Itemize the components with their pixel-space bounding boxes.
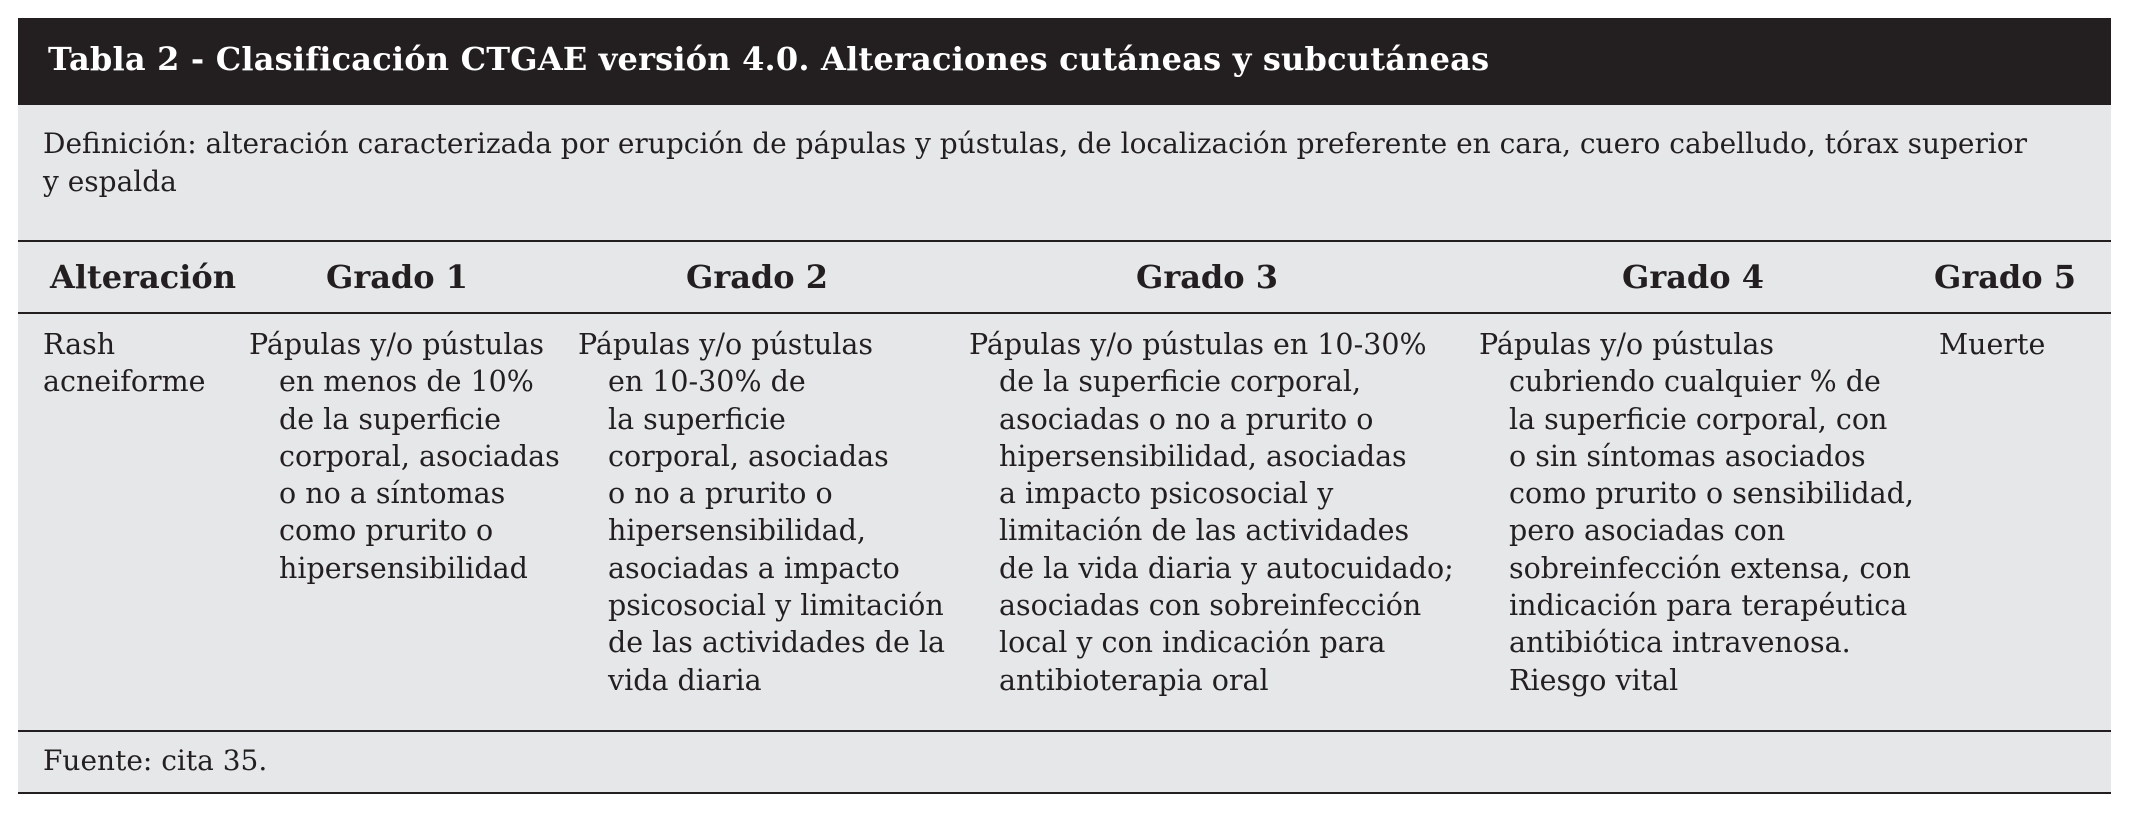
table-source: Fuente: cita 35.	[18, 732, 2111, 794]
cell-line: a impacto psicosocial y	[999, 477, 1334, 511]
table-header-row	[18, 240, 2111, 314]
cell-line: antibioterapia oral	[999, 663, 1269, 697]
cell-line: asociadas con sobreinfección	[999, 589, 1422, 623]
definition-text	[18, 105, 2111, 240]
cell-line: corporal, asociadas	[279, 439, 560, 473]
cell-line: de las actividades de la	[608, 626, 946, 660]
cell-line: local y con indicación para	[999, 626, 1386, 660]
cell-alteracion	[43, 326, 206, 401]
cell-line: Pápulas y/o pústulas	[1479, 328, 1774, 361]
definition-line-2: y espalda	[43, 165, 177, 198]
cell-line: Pápulas y/o pústulas	[249, 328, 544, 361]
cell-line: indicación para terapéutica	[1509, 589, 1908, 623]
header-alteracion: Alteración	[50, 258, 236, 296]
header-grado-2: Grado 2	[686, 258, 829, 296]
cell-line: Riesgo vital	[1509, 663, 1679, 697]
cell-line: Pápulas y/o pústulas en 10-30%	[969, 328, 1427, 361]
cell-line: hipersensibilidad	[279, 551, 528, 585]
cell-line: Pápulas y/o pústulas	[578, 328, 873, 361]
cell-line: asociadas a impacto	[608, 551, 900, 585]
cell-line: vida diaria	[608, 663, 762, 697]
cell-grado-1	[249, 326, 560, 587]
cell-line: sobreinfección extensa, con	[1509, 551, 1911, 585]
cell-line: o sin síntomas asociados	[1509, 439, 1866, 473]
cell-grado-5	[1939, 326, 2045, 363]
cell-line: la superficie	[608, 402, 786, 436]
cell-line: en menos de 10%	[279, 365, 534, 399]
cell-line: de la superficie	[279, 402, 502, 436]
cell-line: como prurito o	[279, 514, 494, 548]
cell-line: de la superficie corporal,	[999, 365, 1361, 399]
cell-line: como prurito o sensibilidad,	[1509, 477, 1914, 511]
cell-line: limitación de las actividades	[999, 514, 1410, 548]
cell-line: o no a síntomas	[279, 477, 506, 511]
cell-line: Muerte	[1939, 328, 2046, 361]
header-grado-4: Grado 4	[1622, 258, 1765, 296]
definition-line-1: Definición: alteración caracterizada por erupción de pápulas y pústulas, de localización preferente en cara, cuero cabelludo, tórax superior	[43, 127, 2028, 160]
table-title: Tabla 2 - Clasificación CTGAE versión 4.0. Alteraciones cutáneas y subcutáneas	[18, 18, 2111, 105]
header-grado-5: Grado 5	[1934, 258, 2077, 296]
cell-line: corporal, asociadas	[608, 439, 889, 473]
cell-grado-2	[578, 326, 945, 699]
cell-line: en 10-30% de	[608, 365, 806, 399]
header-grado-3: Grado 3	[1136, 258, 1279, 296]
cell-grado-3	[969, 326, 1454, 699]
cell-line: pero asociadas con	[1509, 514, 1786, 548]
cell-line: la superficie corporal, con	[1509, 402, 1888, 436]
cell-line: antibiótica intravenosa.	[1509, 626, 1851, 660]
cell-line: Rash	[43, 328, 116, 361]
classification-table	[18, 18, 2111, 794]
table-row	[18, 314, 2111, 732]
cell-line: acneiforme	[43, 365, 206, 399]
cell-grado-4	[1479, 326, 1914, 699]
cell-line: o no a prurito o	[608, 477, 833, 511]
cell-line: asociadas o no a prurito o	[999, 402, 1374, 436]
cell-line: de la vida diaria y autocuidado;	[999, 551, 1454, 585]
cell-line: psicosocial y limitación	[608, 589, 944, 623]
cell-line: hipersensibilidad,	[608, 514, 866, 548]
header-grado-1: Grado 1	[326, 258, 469, 296]
cell-line: hipersensibilidad, asociadas	[999, 439, 1407, 473]
cell-line: cubriendo cualquier % de	[1509, 365, 1881, 399]
